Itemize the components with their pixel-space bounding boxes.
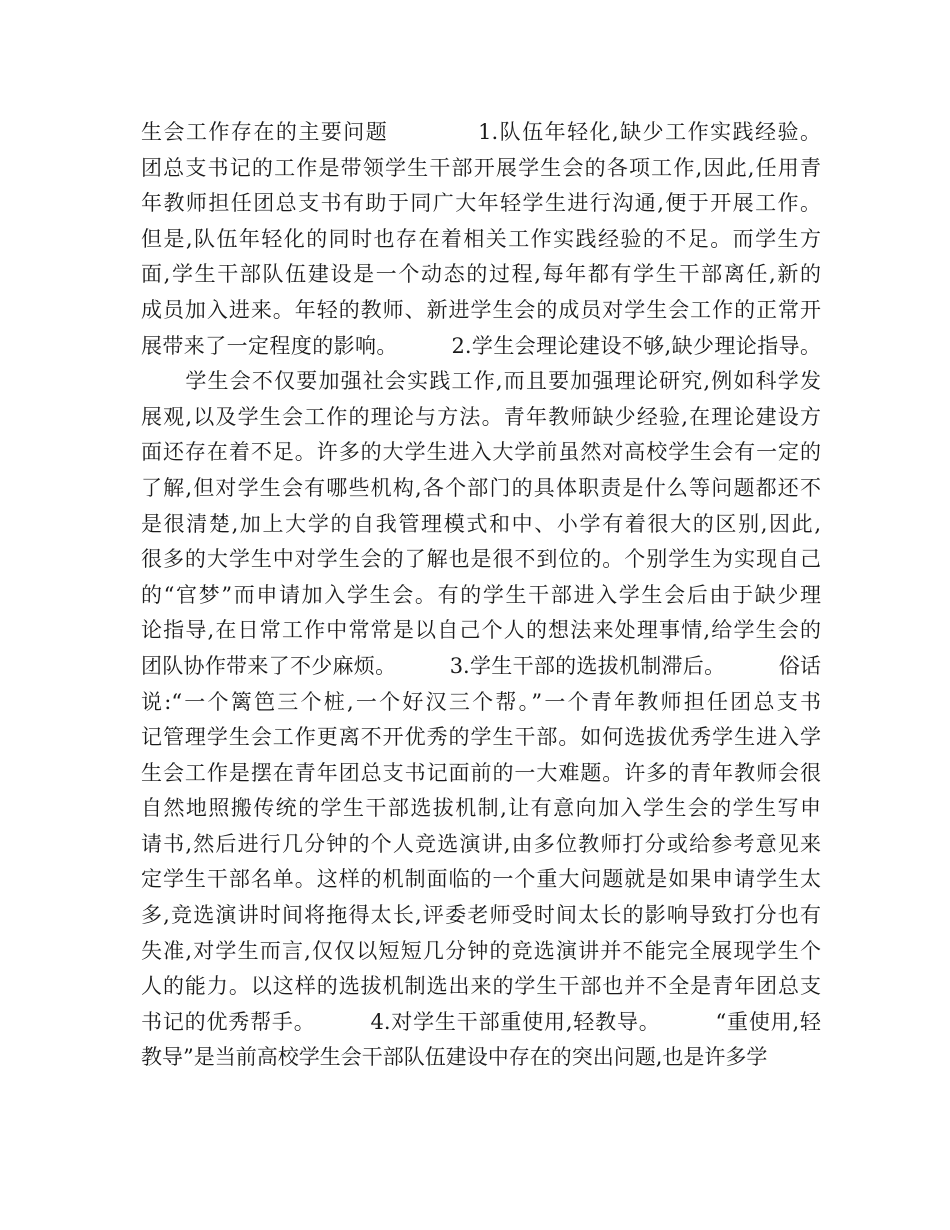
text-line: 多,竞选演讲时间将拖得太长,评委老师受时间太长的影响导致打分也有 [141, 903, 821, 928]
text-line: 团总支书记的工作是带领学生干部开展学生会的各项工作,因此,任用青 [141, 155, 821, 180]
text-line: 很多的大学生中对学生会的了解也是很不到位的。个别学生为实现自己 [141, 547, 821, 572]
text-line: 生会工作是摆在青年团总支书记面前的一大难题。许多的青年教师会很 [141, 760, 821, 785]
text-line: 是很清楚,加上大学的自我管理模式和中、小学有着很大的区别,因此, [141, 511, 821, 536]
text-line: 但是,队伍年轻化的同时也存在着相关工作实践经验的不足。而学生方 [141, 226, 821, 251]
text-line: 展带来了一定程度的影响。 2.学生会理论建设不够,缺少理论指导。 [141, 333, 821, 358]
body-text [141, 115, 821, 1076]
text-line: 面,学生干部队伍建设是一个动态的过程,每年都有学生干部离任,新的 [141, 262, 821, 287]
text-line: 面还存在着不足。许多的大学生进入大学前虽然对高校学生会有一定的 [141, 440, 821, 465]
text-line: 请书,然后进行几分钟的个人竞选演讲,由多位教师打分或给参考意见来 [141, 831, 821, 856]
text-line: 记管理学生会工作更离不开优秀的学生干部。如何选拔优秀学生进入学 [141, 725, 821, 750]
text-line: 失准,对学生而言,仅仅以短短几分钟的竞选演讲并不能完全展现学生个 [141, 938, 821, 963]
text-line: 教导”是当前高校学生会干部队伍建设中存在的突出问题,也是许多学 [141, 1045, 768, 1070]
text-line: 生会工作存在的主要问题 1.队伍年轻化,缺少工作实践经验。 [141, 120, 821, 144]
text-line: 定学生干部名单。这样的机制面临的一个重大问题就是如果申请学生太 [141, 867, 821, 892]
text-line: 学生会不仅要加强社会实践工作,而且要加强理论研究,例如科学发 [141, 369, 821, 394]
text-line: 自然地照搬传统的学生干部选拔机制,让有意向加入学生会的学生写申 [141, 796, 821, 821]
text-line: 的“官梦”而申请加入学生会。有的学生干部进入学生会后由于缺少理 [141, 582, 821, 607]
text-line: 展观,以及学生会工作的理论与方法。青年教师缺少经验,在理论建设方 [141, 404, 821, 429]
text-line: 人的能力。以这样的选拔机制选出来的学生干部也并不全是青年团总支 [141, 974, 821, 999]
text-line: 团队协作带来了不少麻烦。 3.学生干部的选拔机制滞后。 俗话 [141, 653, 821, 678]
text-line: 说:“一个篱笆三个桩,一个好汉三个帮。”一个青年教师担任团总支书 [141, 689, 821, 714]
text-line: 论指导,在日常工作中常常是以自己个人的想法来处理事情,给学生会的 [141, 618, 821, 643]
text-line: 了解,但对学生会有哪些机构,各个部门的具体职责是什么等问题都还不 [141, 475, 821, 500]
text-line: 年教师担任团总支书有助于同广大年轻学生进行沟通,便于开展工作。 [141, 191, 821, 216]
text-line: 书记的优秀帮手。 4.对学生干部重使用,轻教导。 “重使用,轻 [141, 1009, 821, 1034]
text-line: 成员加入进来。年轻的教师、新进学生会的成员对学生会工作的正常开 [141, 297, 821, 322]
